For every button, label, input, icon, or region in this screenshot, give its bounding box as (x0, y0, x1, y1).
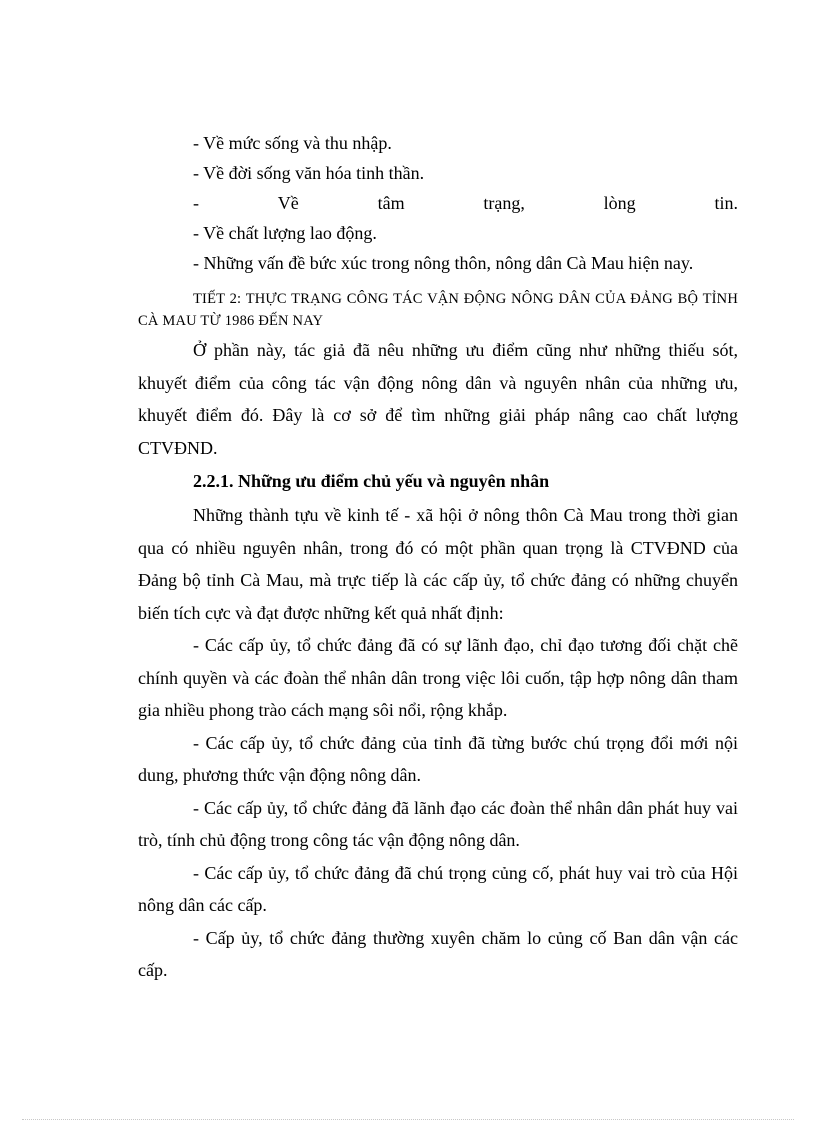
bullet-living-standard: - Về mức sống và thu nhập. (193, 133, 392, 153)
word: Về (277, 193, 299, 213)
word: lòng (603, 193, 636, 213)
document-page (138, 128, 738, 987)
intro-paragraph: Ở phần này, tác giả đã nêu những ưu điểm cũng như những thiếu sót, khuyết điểm của công tác vận động nông dân và nguyên nhân của những ưu, khuyết điểm đó. Đây là cơ sở để tìm những giải pháp nâng cao chất lượng CTVĐND. (138, 340, 738, 458)
word: trạng, (483, 193, 525, 213)
bullet-labor-quality: - Về chất lượng lao động. (193, 223, 377, 243)
body-paragraph: - Các cấp ủy, tổ chức đảng đã lãnh đạo các đoàn thể nhân dân phát huy vai trò, tính chủ động trong công tác vận động nông dân. (138, 797, 738, 850)
body-paragraph: - Các cấp ủy, tổ chức đảng của tỉnh đã từng bước chú trọng đổi mới nội dung, phương thức vận động nông dân. (138, 732, 738, 785)
subsection-title: 2.2.1. Những ưu điểm chủ yếu và nguyên nhân (193, 471, 550, 491)
word: tin. (714, 193, 738, 213)
body-paragraph: - Các cấp ủy, tổ chức đảng đã chú trọng củng cố, phát huy vai trò của Hội nông dân các cấp. (138, 862, 738, 915)
word: tâm (377, 193, 405, 213)
word: - (193, 193, 199, 213)
body-paragraph: Những thành tựu về kinh tế - xã hội ở nông thôn Cà Mau trong thời gian qua có nhiều nguyên nhân, trong đó có một phần quan trọng là CTVĐND của Đảng bộ tỉnh Cà Mau, mà trực tiếp là các cấp ủy, tổ chức đảng có những chuyển biến tích cực và đạt được những kết quả nhất định: (138, 505, 738, 623)
body-paragraph: - Cấp ủy, tổ chức đảng thường xuyên chăm lo củng cố Ban dân vận các cấp. (138, 927, 738, 980)
bullet-pressing-issues: - Những vấn đề bức xúc trong nông thôn, nông dân Cà Mau hiện nay. (193, 253, 694, 273)
bullet-cultural-life: - Về đời sống văn hóa tinh thần. (193, 163, 425, 183)
section-heading: TIẾT 2: THỰC TRẠNG CÔNG TÁC VẬN ĐỘNG NÔNG DÂN CỦA ĐẢNG BỘ TỈNH CÀ MAU TỪ 1986 ĐẾN NAY (138, 291, 738, 329)
body-paragraph: - Các cấp ủy, tổ chức đảng đã có sự lãnh đạo, chỉ đạo tương đối chặt chẽ chính quyền và các đoàn thể nhân dân trong việc lôi cuốn, tập hợp nông dân tham gia nhiều phong trào cách mạng sôi nổi, rộng khắp. (138, 635, 738, 720)
page-bottom-divider (22, 1119, 794, 1120)
bullet-mood-trust (138, 188, 738, 218)
